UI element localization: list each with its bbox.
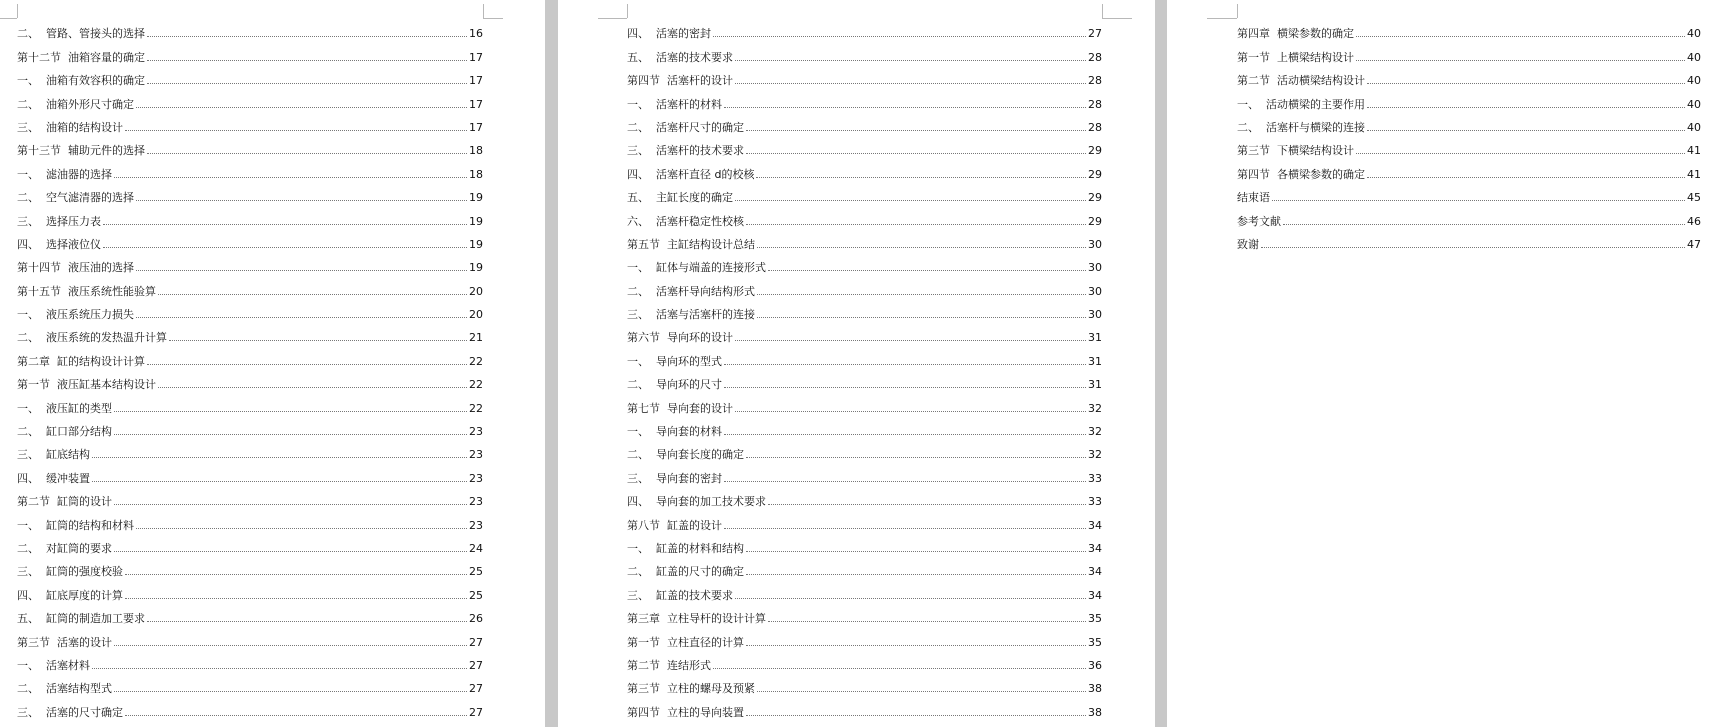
toc-entry-title: 三、 缸筒的强度校验 (17, 565, 123, 579)
toc-entry-title: 结束语 (1237, 191, 1270, 205)
toc-page-number: 25 (469, 565, 483, 579)
toc-entry-title: 五、 缸筒的制造加工要求 (17, 612, 145, 626)
toc-entry-title: 一、 导向套的材料 (627, 425, 722, 439)
toc-entry-title: 第四节 立柱的导向装置 (627, 705, 744, 719)
toc-entry[interactable] (627, 415, 1102, 438)
toc-page-number: 36 (1088, 658, 1102, 672)
toc-dot-leader (125, 715, 467, 716)
toc-dot-leader (1367, 107, 1685, 108)
toc-entry[interactable] (627, 695, 1102, 718)
toc-dot-leader (92, 668, 467, 669)
toc-entry[interactable] (17, 87, 483, 110)
toc-page-number: 17 (469, 120, 483, 134)
toc-entry[interactable] (627, 321, 1102, 344)
toc-entry-title: 四、 选择液位仪 (17, 237, 101, 251)
toc-dot-leader (746, 574, 1086, 575)
toc-entry-title: 四、 活塞杆直径 d的校核 (627, 167, 755, 181)
toc-entry[interactable] (17, 17, 483, 40)
toc-dot-leader (756, 177, 1086, 178)
toc-entry[interactable] (627, 64, 1102, 87)
toc-entry[interactable] (17, 438, 483, 461)
toc-entry-title: 第二节 活动横梁结构设计 (1237, 74, 1365, 88)
toc-page-number: 31 (1088, 378, 1102, 392)
toc-dot-leader (1272, 200, 1685, 201)
toc-page-number: 30 (1088, 237, 1102, 251)
toc-entry-title: 第二节 缸筒的设计 (17, 495, 112, 509)
toc-page-number: 17 (469, 50, 483, 64)
toc-page-number: 28 (1088, 74, 1102, 88)
toc-dot-leader (757, 317, 1086, 318)
toc-dot-leader (746, 130, 1086, 131)
toc-entry-title: 四、 缓冲装置 (17, 471, 90, 485)
toc-dot-leader (136, 107, 467, 108)
toc-entry[interactable] (1237, 40, 1701, 63)
toc-page-number: 31 (1088, 331, 1102, 345)
toc-dot-leader (103, 224, 467, 225)
toc-entry[interactable] (17, 157, 483, 180)
toc-entry[interactable] (627, 602, 1102, 625)
toc-dot-leader (92, 457, 467, 458)
toc-entry[interactable] (627, 672, 1102, 695)
toc-entry-title: 三、 缸底结构 (17, 448, 90, 462)
toc-entry[interactable] (17, 672, 483, 695)
toc-entry-title: 三、 导向套的密封 (627, 471, 722, 485)
toc-dot-leader (735, 598, 1086, 599)
toc-page-number: 33 (1088, 471, 1102, 485)
toc-dot-leader (114, 691, 467, 692)
toc-entry-title: 二、 液压系统的发热温升计算 (17, 331, 167, 345)
toc-dot-leader (724, 528, 1086, 529)
toc-entry[interactable] (17, 625, 483, 648)
toc-page-number: 32 (1088, 448, 1102, 462)
toc-dot-leader (746, 153, 1086, 154)
toc-page-number: 40 (1687, 50, 1701, 64)
toc-page-number: 27 (469, 658, 483, 672)
toc-entry-title: 二、 缸盖的尺寸的确定 (627, 565, 744, 579)
toc-dot-leader (92, 481, 467, 482)
toc-entry-title: 第三节 立柱的螺母及预紧 (627, 682, 755, 696)
toc-page-number: 38 (1088, 705, 1102, 719)
toc-list (627, 17, 1102, 719)
toc-entry[interactable] (17, 555, 483, 578)
toc-dot-leader (757, 294, 1086, 295)
toc-dot-leader (147, 364, 467, 365)
toc-page-number: 28 (1088, 50, 1102, 64)
toc-entry[interactable] (17, 649, 483, 672)
toc-dot-leader (713, 36, 1086, 37)
toc-page-number: 38 (1088, 682, 1102, 696)
toc-entry-title: 四、 缸底厚度的计算 (17, 588, 123, 602)
toc-page-number: 19 (469, 237, 483, 251)
toc-entry-title: 第二节 连结形式 (627, 658, 711, 672)
toc-dot-leader (158, 294, 467, 295)
toc-page-number: 32 (1088, 401, 1102, 415)
toc-dot-leader (746, 551, 1086, 552)
toc-entry[interactable] (627, 391, 1102, 414)
toc-entry[interactable] (1237, 157, 1701, 180)
toc-page-number: 46 (1687, 214, 1701, 228)
toc-entry-title: 第八节 缸盖的设计 (627, 518, 722, 532)
toc-entry-title: 五、 主缸长度的确定 (627, 191, 733, 205)
toc-entry[interactable] (1237, 134, 1701, 157)
toc-dot-leader (724, 387, 1086, 388)
toc-dot-leader (125, 130, 467, 131)
toc-page-number: 16 (469, 27, 483, 41)
header-margin-mark (483, 18, 503, 19)
toc-entry-title: 一、 油箱有效容积的确定 (17, 74, 145, 88)
toc-dot-leader (746, 457, 1086, 458)
toc-page-number: 24 (469, 541, 483, 555)
toc-dot-leader (136, 200, 467, 201)
header-margin-mark (627, 4, 628, 18)
toc-dot-leader (114, 551, 467, 552)
toc-entry[interactable] (17, 251, 483, 274)
toc-page-number: 29 (1088, 191, 1102, 205)
header-margin-mark (0, 18, 17, 19)
toc-page-number: 29 (1088, 144, 1102, 158)
toc-page-number: 40 (1687, 27, 1701, 41)
toc-entry-title: 一、 导向环的型式 (627, 354, 722, 368)
toc-dot-leader (724, 434, 1086, 435)
toc-dot-leader (768, 621, 1086, 622)
toc-dot-leader (1367, 130, 1685, 131)
toc-dot-leader (735, 83, 1086, 84)
toc-entry-title: 第四章 横梁参数的确定 (1237, 27, 1354, 41)
toc-entry[interactable] (17, 695, 483, 718)
toc-dot-leader (735, 340, 1086, 341)
header-margin-mark (1102, 4, 1103, 18)
header-margin-mark (1207, 18, 1237, 19)
toc-entry[interactable] (17, 204, 483, 227)
toc-entry-title: 第三节 活塞的设计 (17, 635, 112, 649)
toc-entry[interactable] (627, 87, 1102, 110)
toc-page-number: 34 (1088, 541, 1102, 555)
toc-page-number: 41 (1687, 144, 1701, 158)
toc-dot-leader (757, 247, 1086, 248)
toc-entry[interactable] (627, 578, 1102, 601)
toc-page-number: 19 (469, 191, 483, 205)
toc-entry-title: 一、 液压系统压力损失 (17, 308, 134, 322)
header-margin-mark (17, 4, 18, 18)
toc-page-number: 21 (469, 331, 483, 345)
toc-page-number: 30 (1088, 308, 1102, 322)
toc-page-number: 31 (1088, 354, 1102, 368)
toc-dot-leader (114, 177, 467, 178)
toc-page-number: 18 (469, 144, 483, 158)
toc-entry-title: 一、 液压缸的类型 (17, 401, 112, 415)
toc-page-number: 22 (469, 378, 483, 392)
toc-page-number: 28 (1088, 97, 1102, 111)
toc-page-number: 20 (469, 284, 483, 298)
toc-entry-title: 一、 滤油器的选择 (17, 167, 112, 181)
toc-entry-title: 二、 活塞杆与横梁的连接 (1237, 120, 1365, 134)
toc-page-number: 33 (1088, 495, 1102, 509)
toc-dot-leader (114, 411, 467, 412)
toc-dot-leader (735, 60, 1086, 61)
toc-page-number: 35 (1088, 635, 1102, 649)
toc-dot-leader (1356, 153, 1685, 154)
toc-entry[interactable] (627, 134, 1102, 157)
toc-entry[interactable] (627, 40, 1102, 63)
toc-page-number: 25 (469, 588, 483, 602)
toc-entry[interactable] (17, 298, 483, 321)
toc-entry-title: 一、 缸盖的材料和结构 (627, 541, 744, 555)
toc-entry[interactable] (627, 649, 1102, 672)
toc-entry-title: 二、 油箱外形尺寸确定 (17, 97, 134, 111)
toc-entry-title: 一、 缸体与端盖的连接形式 (627, 261, 766, 275)
toc-dot-leader (125, 598, 467, 599)
document-page-3 (1167, 0, 1714, 727)
toc-entry[interactable] (17, 321, 483, 344)
toc-page-number: 17 (469, 97, 483, 111)
toc-entry[interactable] (17, 40, 483, 63)
toc-page-number: 30 (1088, 284, 1102, 298)
toc-dot-leader (768, 270, 1086, 271)
header-margin-mark (598, 18, 627, 19)
toc-entry-title: 第三节 下横梁结构设计 (1237, 144, 1354, 158)
header-margin-mark (483, 4, 484, 18)
toc-dot-leader (735, 411, 1086, 412)
toc-page-number: 47 (1687, 237, 1701, 251)
toc-dot-leader (746, 715, 1086, 716)
toc-entry[interactable] (17, 64, 483, 87)
toc-entry-title: 三、 选择压力表 (17, 214, 101, 228)
toc-entry-title: 参考文献 (1237, 214, 1281, 228)
toc-dot-leader (724, 107, 1086, 108)
toc-entry-title: 第一节 立柱直径的计算 (627, 635, 744, 649)
toc-entry-title: 一、 缸筒的结构和材料 (17, 518, 134, 532)
toc-dot-leader (147, 153, 467, 154)
toc-entry[interactable] (1237, 87, 1701, 110)
toc-page-number: 41 (1687, 167, 1701, 181)
toc-entry-title: 二、 活塞杆尺寸的确定 (627, 120, 744, 134)
toc-entry[interactable] (17, 415, 483, 438)
toc-entry-title: 第二章 缸的结构设计计算 (17, 354, 145, 368)
toc-entry[interactable] (627, 555, 1102, 578)
toc-entry[interactable] (627, 274, 1102, 297)
toc-entry[interactable] (17, 181, 483, 204)
toc-dot-leader (724, 364, 1086, 365)
toc-page-number: 40 (1687, 97, 1701, 111)
toc-entry-title: 第一节 上横梁结构设计 (1237, 50, 1354, 64)
toc-dot-leader (136, 270, 467, 271)
toc-entry[interactable] (627, 532, 1102, 555)
toc-dot-leader (757, 691, 1086, 692)
header-margin-mark (1237, 4, 1238, 18)
toc-entry[interactable] (1237, 17, 1701, 40)
toc-entry-title: 二、 导向环的尺寸 (627, 378, 722, 392)
toc-entry[interactable] (627, 344, 1102, 367)
toc-dot-leader (735, 200, 1086, 201)
toc-entry[interactable] (17, 228, 483, 251)
toc-page-number: 27 (469, 705, 483, 719)
toc-page-number: 20 (469, 308, 483, 322)
toc-page-number: 23 (469, 518, 483, 532)
toc-page-number: 19 (469, 261, 483, 275)
toc-entry-title: 第一节 液压缸基本结构设计 (17, 378, 156, 392)
toc-entry-title: 三、 活塞的尺寸确定 (17, 705, 123, 719)
toc-page-number: 19 (469, 214, 483, 228)
toc-entry[interactable] (627, 368, 1102, 391)
toc-dot-leader (746, 645, 1086, 646)
toc-entry[interactable] (627, 298, 1102, 321)
toc-page-number: 27 (469, 635, 483, 649)
toc-entry[interactable] (627, 625, 1102, 648)
toc-page-number: 23 (469, 495, 483, 509)
toc-dot-leader (147, 621, 467, 622)
toc-dot-leader (1283, 224, 1685, 225)
toc-entry[interactable] (627, 17, 1102, 40)
toc-entry-title: 一、 活动横梁的主要作用 (1237, 97, 1365, 111)
toc-entry-title: 六、 活塞杆稳定性校核 (627, 214, 744, 228)
toc-entry-title: 二、 导向套长度的确定 (627, 448, 744, 462)
toc-entry-title: 第十五节 液压系统性能验算 (17, 284, 156, 298)
toc-entry[interactable] (17, 602, 483, 625)
toc-entry[interactable] (17, 461, 483, 484)
toc-page-number: 23 (469, 425, 483, 439)
toc-page-number: 26 (469, 612, 483, 626)
toc-entry-title: 二、 活塞结构型式 (17, 682, 112, 696)
toc-entry-title: 致谢 (1237, 237, 1259, 251)
toc-page-number: 27 (469, 682, 483, 696)
toc-page-number: 40 (1687, 120, 1701, 134)
toc-entry[interactable] (17, 274, 483, 297)
toc-entry-title: 五、 活塞的技术要求 (627, 50, 733, 64)
toc-entry[interactable] (1237, 64, 1701, 87)
toc-entry-title: 二、 空气滤清器的选择 (17, 191, 134, 205)
toc-entry-title: 第十三节 辅助元件的选择 (17, 144, 145, 158)
toc-dot-leader (136, 317, 467, 318)
toc-entry[interactable] (1237, 111, 1701, 134)
toc-entry[interactable] (17, 111, 483, 134)
toc-list (17, 17, 483, 719)
toc-page-number: 34 (1088, 518, 1102, 532)
toc-dot-leader (1356, 36, 1685, 37)
toc-dot-leader (136, 528, 467, 529)
toc-entry-title: 二、 管路、管接头的选择 (17, 27, 145, 41)
toc-entry[interactable] (17, 344, 483, 367)
toc-dot-leader (713, 668, 1086, 669)
toc-dot-leader (114, 504, 467, 505)
toc-entry[interactable] (627, 461, 1102, 484)
toc-entry-title: 一、 活塞杆的材料 (627, 97, 722, 111)
toc-page-number: 17 (469, 74, 483, 88)
toc-page-number: 32 (1088, 425, 1102, 439)
toc-entry[interactable] (627, 251, 1102, 274)
toc-dot-leader (114, 434, 467, 435)
toc-dot-leader (147, 60, 467, 61)
toc-entry[interactable] (627, 181, 1102, 204)
header-margin-mark (1102, 18, 1132, 19)
toc-page-number: 40 (1687, 74, 1701, 88)
toc-entry[interactable] (17, 391, 483, 414)
toc-entry-title: 第七节 导向套的设计 (627, 401, 733, 415)
toc-entry[interactable] (627, 228, 1102, 251)
toc-entry[interactable] (627, 508, 1102, 531)
toc-entry-title: 四、 活塞的密封 (627, 27, 711, 41)
toc-page-number: 30 (1088, 261, 1102, 275)
toc-entry[interactable] (627, 111, 1102, 134)
toc-dot-leader (169, 340, 467, 341)
toc-entry-title: 第十二节 油箱容量的确定 (17, 50, 145, 64)
toc-entry-title: 三、 油箱的结构设计 (17, 120, 123, 134)
toc-entry[interactable] (17, 508, 483, 531)
toc-page-number: 28 (1088, 120, 1102, 134)
toc-entry-title: 四、 导向套的加工技术要求 (627, 495, 766, 509)
toc-entry[interactable] (17, 368, 483, 391)
toc-dot-leader (147, 36, 467, 37)
toc-dot-leader (147, 83, 467, 84)
toc-entry-title: 第四节 各横梁参数的确定 (1237, 167, 1365, 181)
toc-page-number: 23 (469, 471, 483, 485)
toc-list (1237, 17, 1701, 251)
toc-dot-leader (125, 574, 467, 575)
toc-page-number: 29 (1088, 214, 1102, 228)
toc-page-number: 18 (469, 167, 483, 181)
toc-entry-title: 第四节 活塞杆的设计 (627, 74, 733, 88)
toc-page-number: 34 (1088, 565, 1102, 579)
toc-dot-leader (1261, 247, 1685, 248)
toc-entry[interactable] (17, 134, 483, 157)
toc-entry[interactable] (1237, 181, 1701, 204)
toc-page-number: 22 (469, 401, 483, 415)
toc-dot-leader (1356, 60, 1685, 61)
document-page-1 (0, 0, 545, 727)
toc-entry-title: 第六节 导向环的设计 (627, 331, 733, 345)
toc-dot-leader (724, 481, 1086, 482)
toc-dot-leader (1367, 177, 1685, 178)
toc-entry-title: 二、 缸口部分结构 (17, 425, 112, 439)
toc-page-number: 27 (1088, 27, 1102, 41)
toc-dot-leader (768, 504, 1086, 505)
toc-entry[interactable] (627, 438, 1102, 461)
toc-dot-leader (114, 645, 467, 646)
toc-entry-title: 二、 对缸筒的要求 (17, 541, 112, 555)
toc-entry-title: 第三章 立柱导杆的设计计算 (627, 612, 766, 626)
toc-entry-title: 一、 活塞材料 (17, 658, 90, 672)
toc-dot-leader (1367, 83, 1685, 84)
toc-page-number: 34 (1088, 588, 1102, 602)
toc-entry[interactable] (17, 485, 483, 508)
document-page-2 (558, 0, 1155, 727)
toc-page-number: 45 (1687, 191, 1701, 205)
toc-entry[interactable] (1237, 228, 1701, 251)
toc-dot-leader (158, 387, 467, 388)
toc-entry[interactable] (627, 204, 1102, 227)
toc-entry-title: 第十四节 液压油的选择 (17, 261, 134, 275)
toc-page-number: 23 (469, 448, 483, 462)
toc-entry-title: 二、 活塞杆导向结构形式 (627, 284, 755, 298)
toc-dot-leader (103, 247, 467, 248)
toc-dot-leader (746, 224, 1086, 225)
toc-entry[interactable] (627, 485, 1102, 508)
toc-page-number: 22 (469, 354, 483, 368)
toc-entry-title: 三、 缸盖的技术要求 (627, 588, 733, 602)
toc-entry[interactable] (627, 157, 1102, 180)
toc-entry[interactable] (17, 532, 483, 555)
toc-entry-title: 三、 活塞杆的技术要求 (627, 144, 744, 158)
toc-page-number: 35 (1088, 612, 1102, 626)
toc-page-number: 29 (1088, 167, 1102, 181)
toc-entry-title: 第五节 主缸结构设计总结 (627, 237, 755, 251)
toc-entry-title: 三、 活塞与活塞杆的连接 (627, 308, 755, 322)
toc-entry[interactable] (17, 578, 483, 601)
toc-entry[interactable] (1237, 204, 1701, 227)
